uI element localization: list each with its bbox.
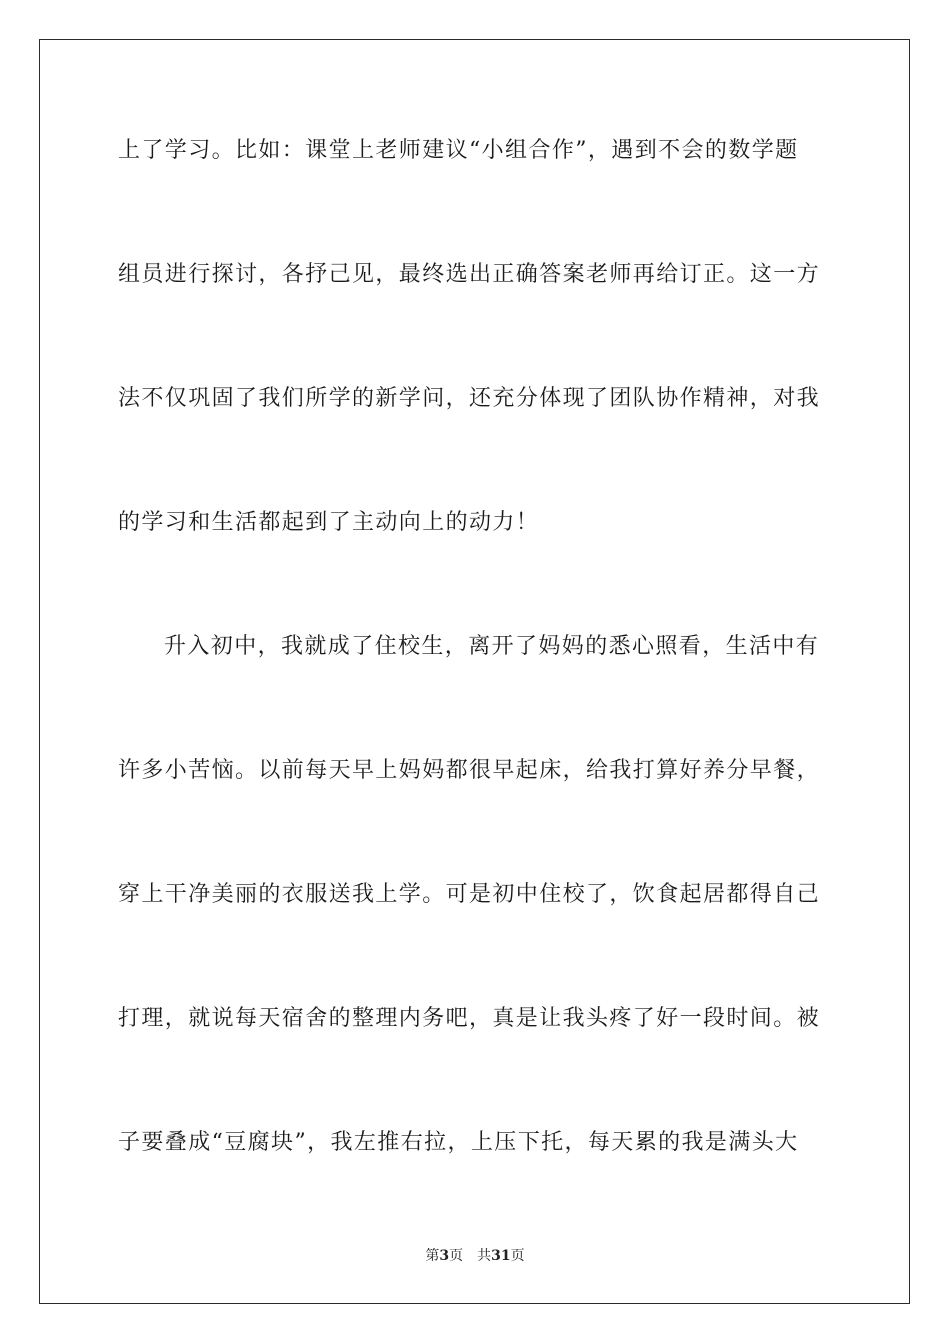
text-line-3: 法不仅巩固了我们所学的新学问，还充分体现了团队协作精神，对我 [118, 386, 821, 411]
text-line-7: 穿上干净美丽的衣服送我上学。可是初中住校了，饮食起居都得自己 [118, 882, 821, 907]
text-line-5-paragraph-start: 升入初中，我就成了住校生，离开了妈妈的悉心照看，生活中有 [164, 634, 820, 659]
text-line-4: 的学习和生活都起到了主动向上的动力！ [118, 510, 540, 535]
total-prefix: 共 [477, 1248, 492, 1264]
text-line-9: 子要叠成“豆腐块”，我左推右拉，上压下托，每天累的我是满头大 [118, 1130, 799, 1155]
text-line-8: 打理，就说每天宿舍的整理内务吧，真是让我头疼了好一段时间。被 [118, 1006, 821, 1031]
text-line-6: 许多小苦恼。以前每天早上妈妈都很早起床，给我打算好养分早餐， [118, 758, 821, 783]
page-footer [0, 1246, 950, 1266]
total-suffix: 页 [510, 1248, 525, 1264]
page-prefix: 第 [425, 1248, 440, 1264]
total-pages: 31 [491, 1248, 511, 1264]
page-number: 3 [439, 1248, 450, 1264]
page-suffix: 页 [449, 1248, 464, 1264]
page-border [39, 39, 910, 1304]
text-line-1: 上了学习。比如：课堂上老师建议“小组合作”，遇到不会的数学题 [118, 138, 799, 163]
text-line-2: 组员进行探讨，各抒己见，最终选出正确答案老师再给订正。这一方 [118, 262, 821, 287]
